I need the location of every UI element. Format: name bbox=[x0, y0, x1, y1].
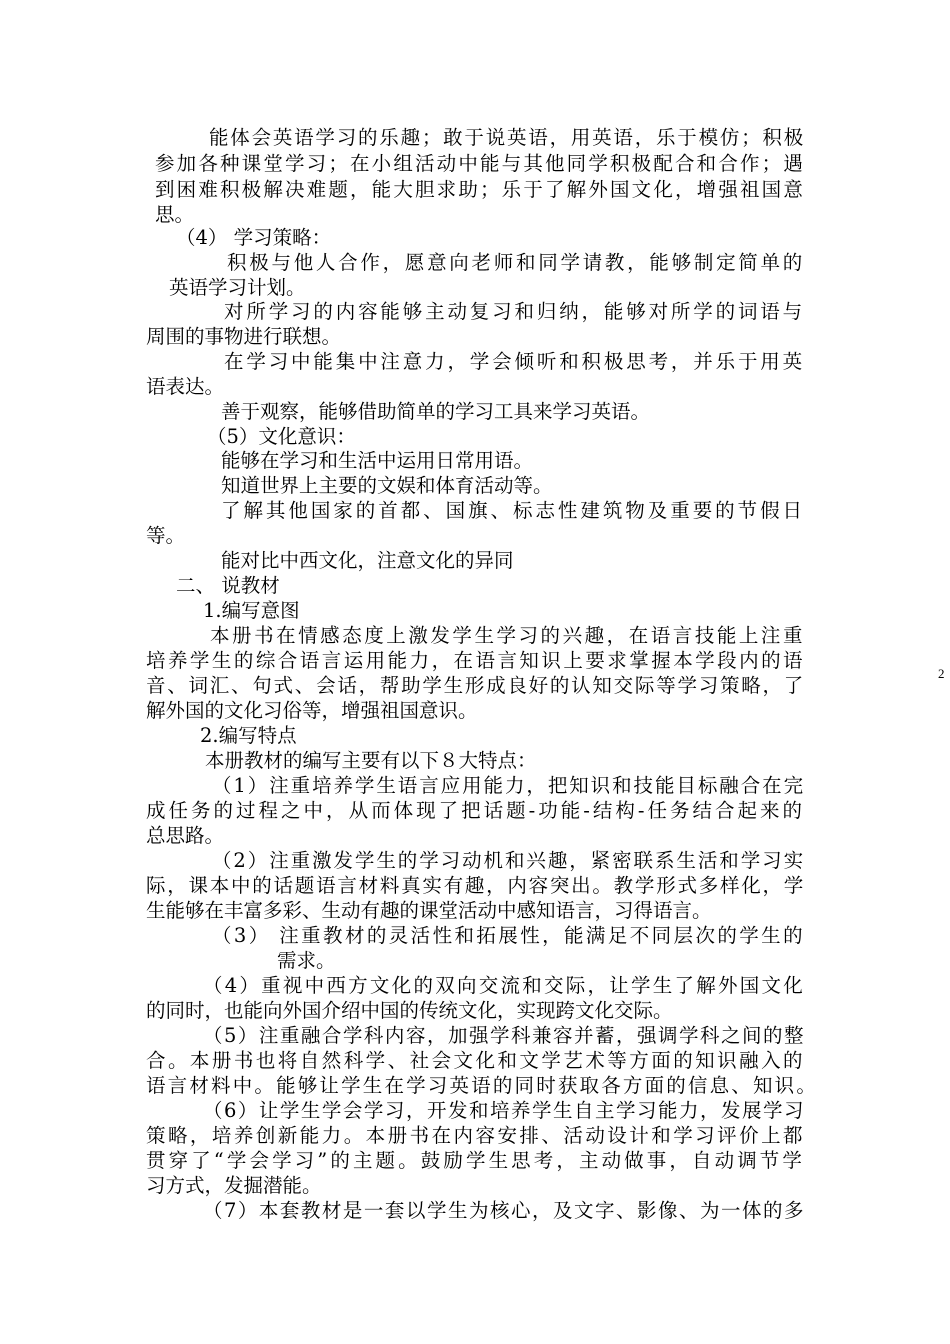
text-line: 策略，培养创新能力。本册书在内容安排、活动设计和学习评价上都 bbox=[146, 1124, 805, 1147]
text-line: 贯穿了“学会学习”的主题。鼓励学生思考，主动做事，自动调节学 bbox=[146, 1149, 805, 1172]
text-line: 语言材料中。能够让学生在学习英语的同时获取各方面的信息、知识。 bbox=[146, 1074, 818, 1097]
text-line: （5）注重融合学科内容，加强学科兼容并蓄，强调学科之间的整 bbox=[203, 1024, 805, 1047]
text-line: 音、词汇、句式、会话，帮助学生形成良好的认知交际等学习策略，了 bbox=[146, 674, 806, 697]
text-line: 能体会英语学习的乐趣；敢于说英语，用英语，乐于模仿；积极 bbox=[209, 126, 805, 149]
text-line: 习方式，发掘潜能。 bbox=[146, 1174, 322, 1197]
text-line: （6）让学生学会学习，开发和培养学生自主学习能力，发展学习 bbox=[203, 1099, 805, 1122]
text-line: （1）注重培养学生语言应用能力，把知识和技能目标融合在完 bbox=[212, 774, 806, 797]
subsection-heading: 2.编写特点 bbox=[200, 724, 297, 747]
text-line: 知道世界上主要的文娱和体育活动等。 bbox=[221, 474, 553, 497]
text-line: 了解其他国家的首都、国旗、标志性建筑物及重要的节假日 bbox=[221, 499, 805, 522]
text-line: 能够在学习和生活中运用日常用语。 bbox=[221, 449, 534, 472]
text-line: 的同时，也能向外国介绍中国的传统文化，实现跨文化交际。 bbox=[146, 999, 673, 1022]
section-heading: 二、 说教材 bbox=[176, 574, 280, 597]
text-line: 善于观察，能够借助简单的学习工具来学习英语。 bbox=[221, 400, 651, 423]
text-line: 本册教材的编写主要有以下８大特点： bbox=[205, 749, 537, 772]
text-line: （4）重视中西方文化的双向交流和交际，让学生了解外国文化 bbox=[203, 974, 806, 997]
text-line: 对所学习的内容能够主动复习和归纳，能够对所学的词语与 bbox=[224, 300, 805, 323]
text-line: （3） 注重教材的灵活性和拓展性，能满足不同层次的学生的 bbox=[212, 924, 805, 947]
section-heading: （4） 学习策略： bbox=[176, 226, 332, 249]
text-line: 合。本册书也将自然科学、社会文化和文学艺术等方面的知识融入的 bbox=[146, 1049, 805, 1072]
text-line: （2）注重激发学生的学习动机和兴趣，紧密联系生活和学习实 bbox=[212, 849, 806, 872]
subsection-heading: 1.编写意图 bbox=[203, 599, 300, 622]
text-line: 积极与他人合作，愿意向老师和同学请教，能够制定简单的 bbox=[227, 251, 805, 274]
text-line: 培养学生的综合语言运用能力，在语言知识上要求掌握本学段内的语 bbox=[146, 649, 805, 672]
text-line: 到困难积极解决难题，能大胆求助；乐于了解外国文化，增强祖国意 bbox=[155, 178, 806, 201]
text-line: 本册书在情感态度上激发学生学习的兴趣，在语言技能上注重 bbox=[210, 624, 805, 647]
text-line: 语表达。 bbox=[146, 375, 225, 398]
text-line: 参加各种课堂学习；在小组活动中能与其他同学积极配合和合作；遇 bbox=[155, 152, 806, 175]
text-line: 解外国的文化习俗等，增强祖国意识。 bbox=[146, 699, 478, 722]
text-line: 等。 bbox=[146, 524, 186, 547]
text-line: 际，课本中的话题语言材料真实有趣，内容突出。教学形式多样化，学 bbox=[146, 874, 805, 897]
text-line: 能对比中西文化，注意文化的异同 bbox=[221, 549, 514, 572]
text-line: （7）本套教材是一套以学生为核心，及文字、影像、为一体的多 bbox=[203, 1199, 805, 1222]
text-line: 周围的事物进行联想。 bbox=[146, 325, 342, 348]
text-line: 成任务的过程之中，从而体现了把话题-功能-结构-任务结合起来的 bbox=[146, 799, 805, 822]
text-line: 英语学习计划。 bbox=[169, 276, 306, 299]
page-number: 2 bbox=[938, 666, 945, 681]
text-line: 生能够在丰富多彩、生动有趣的课堂活动中感知语言，习得语言。 bbox=[146, 899, 712, 922]
text-line: 思。 bbox=[155, 203, 195, 226]
text-line: 在学习中能集中注意力，学会倾听和积极思考，并乐于用英 bbox=[224, 350, 805, 373]
text-line: 需求。 bbox=[277, 949, 336, 972]
text-line: 总思路。 bbox=[146, 824, 225, 847]
section-heading: （5）文化意识： bbox=[207, 425, 356, 448]
